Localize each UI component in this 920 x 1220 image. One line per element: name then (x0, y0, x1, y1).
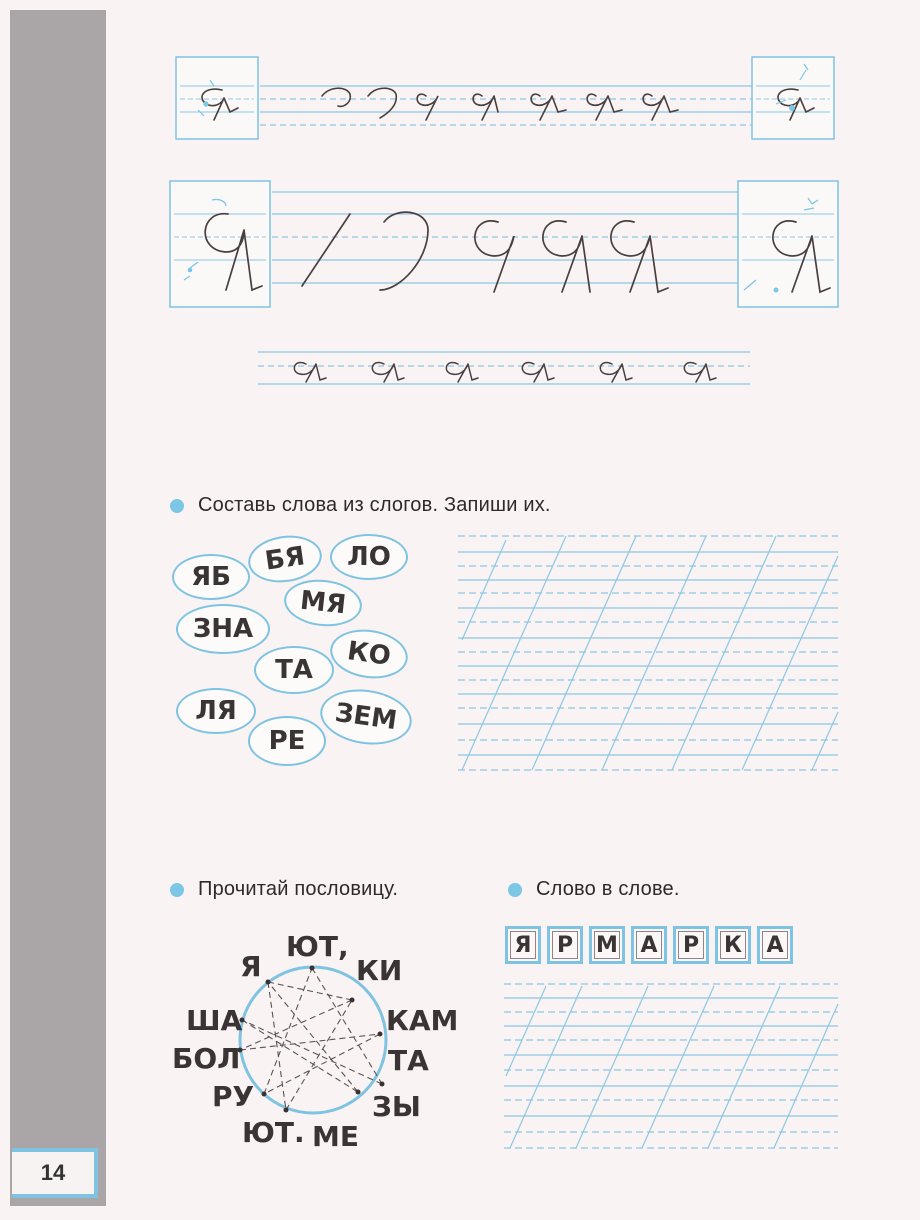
syllable-bya: БЯ (245, 531, 325, 587)
letter-tiles (505, 926, 793, 964)
ring-word: ЮТ, (286, 930, 349, 963)
syllable-re: РЕ (248, 716, 326, 766)
syllable-ko: КО (327, 625, 411, 683)
bullet-icon (170, 499, 184, 513)
ring-word: ТА (388, 1044, 429, 1077)
letter-tile: Я (505, 926, 541, 964)
bullet-icon (170, 883, 184, 897)
syllable-lo: ЛО (330, 534, 408, 580)
ring-word: КАМ (386, 1004, 459, 1037)
ring-word: МЕ (312, 1120, 359, 1153)
proverb-circle (238, 966, 387, 1114)
syllable-zna: ЗНА (176, 604, 270, 654)
syllable-yab: ЯБ (172, 554, 250, 600)
task2-text: Прочитай пословицу. (198, 878, 399, 900)
ring-word: РУ (212, 1080, 255, 1113)
bullet-icon (508, 883, 522, 897)
writing-grid-task1 (458, 536, 838, 770)
ring-word: ША (186, 1004, 243, 1037)
syllable-ta: ТА (254, 646, 334, 694)
task1-text: Составь слова из слогов. Запиши их. (198, 494, 551, 516)
task2-instruction (170, 878, 398, 901)
page-number: 14 (12, 1148, 98, 1198)
letter-tile: Р (547, 926, 583, 964)
ring-word: Я (240, 950, 262, 983)
task1-instruction (170, 494, 551, 517)
syllable-zem: ЗЕМ (317, 684, 416, 750)
task3-text: Слово в слове. (536, 878, 680, 900)
letter-tile: А (631, 926, 667, 964)
ring-word: ЗЫ (372, 1090, 421, 1123)
ring-word: ЮТ. (242, 1116, 305, 1149)
task3-instruction (508, 878, 680, 901)
letter-tile: А (757, 926, 793, 964)
writing-grid-task3 (504, 984, 838, 1148)
ring-word: КИ (356, 954, 403, 987)
syllable-mya: МЯ (282, 576, 364, 630)
letter-tile: М (589, 926, 625, 964)
ring-word: БОЛ (172, 1042, 241, 1075)
letter-tile: К (715, 926, 751, 964)
letter-tile: Р (673, 926, 709, 964)
syllable-lya: ЛЯ (176, 688, 256, 734)
